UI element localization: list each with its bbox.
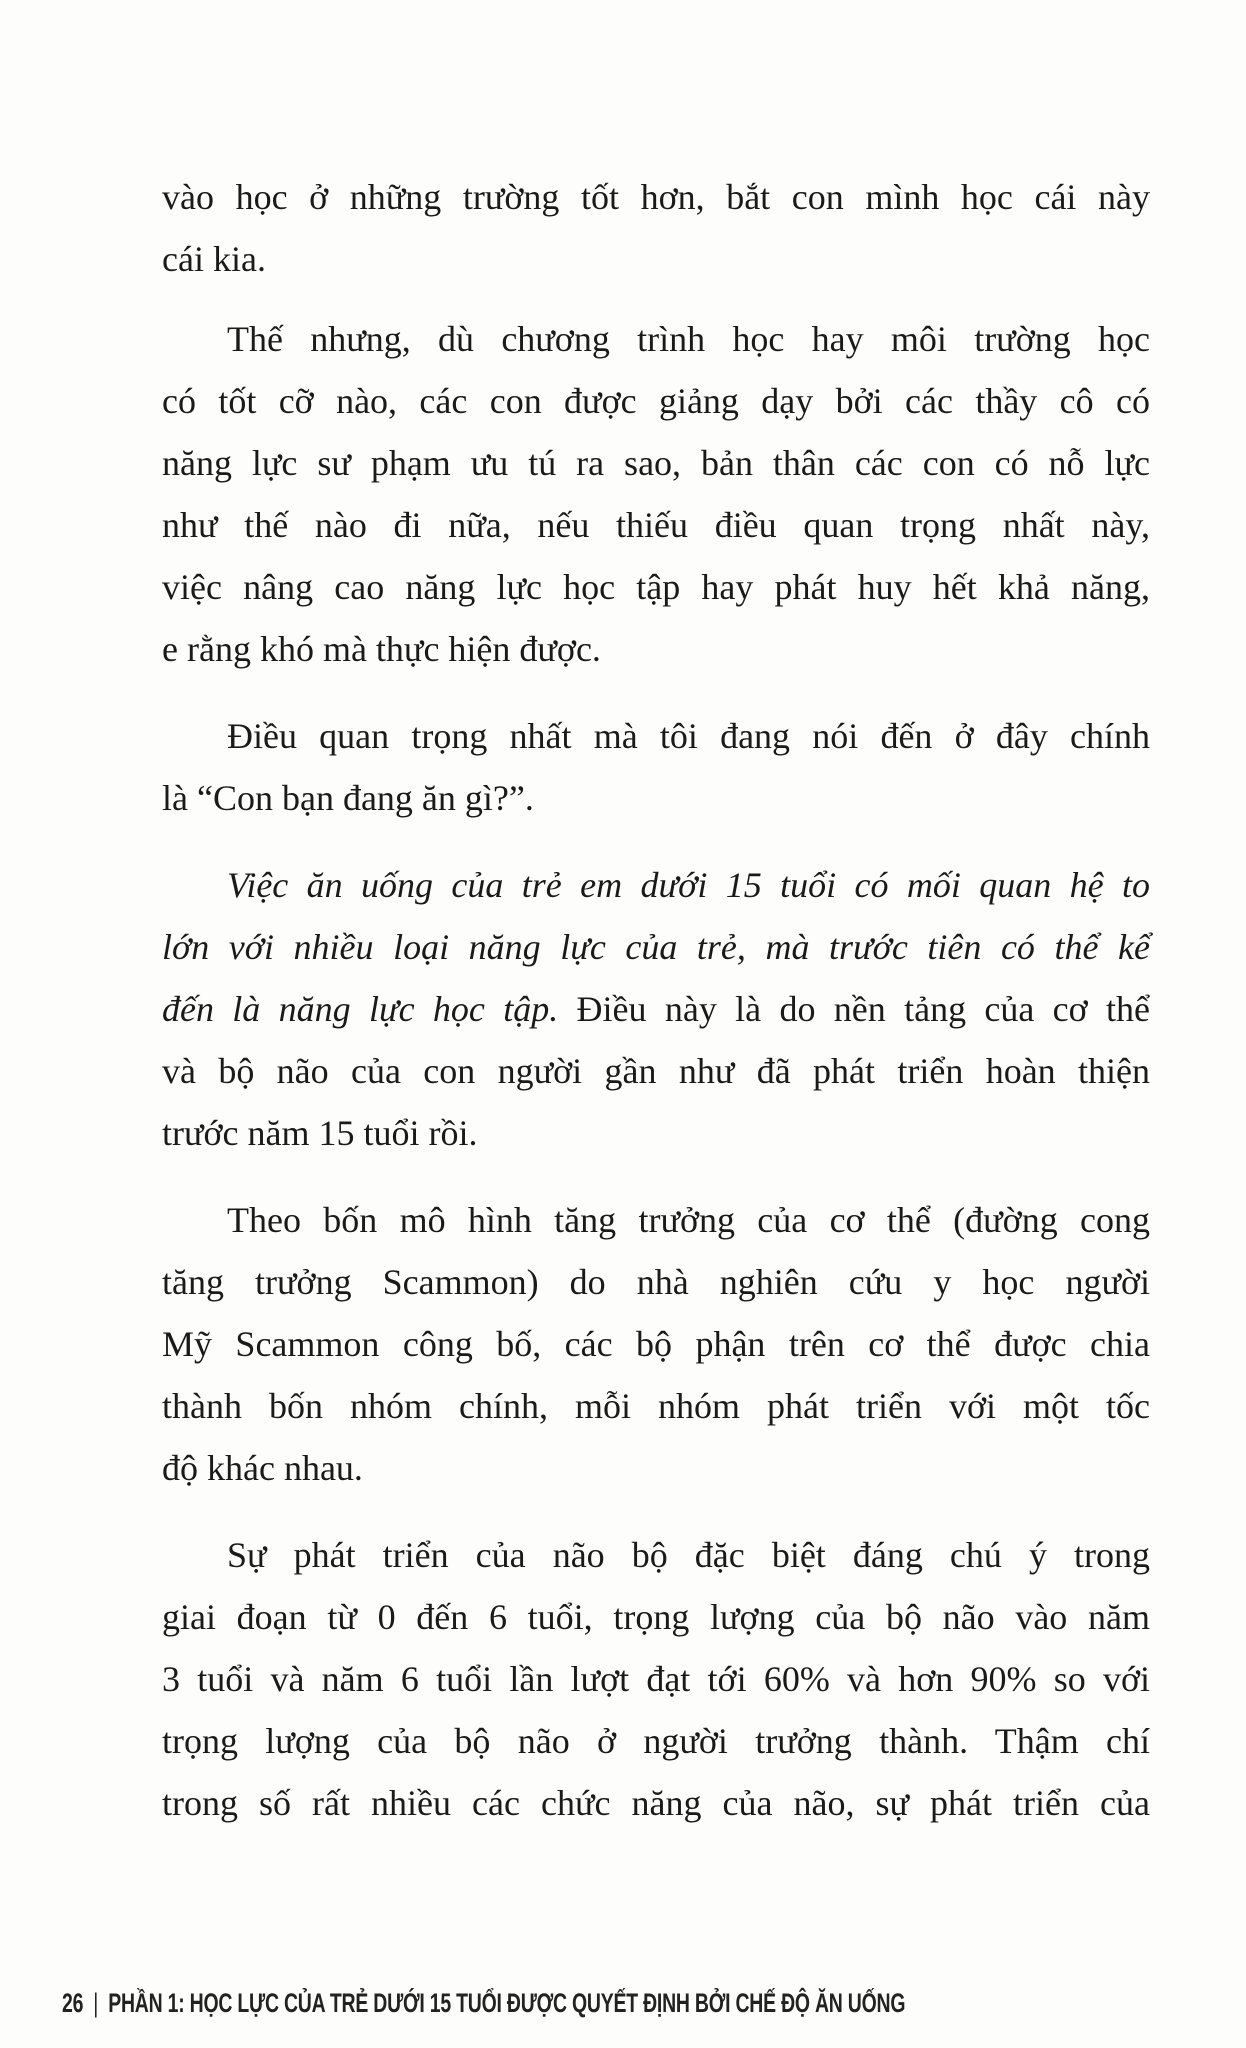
text-line [162,1313,1150,1375]
text-line [162,432,1150,494]
text-segment: thành bốn nhóm chính, mỗi nhóm phát triển với một tốc [162,1386,1150,1426]
running-title: PHẦN 1: HỌC LỰC CỦA TRẺ DƯỚI 15 TUỔI ĐƯỢC QUYẾT ĐỊNH BỞI CHẾ ĐỘ ĂN UỐNG [108,1988,906,2018]
text-line [162,308,1150,370]
text-line [162,1189,1150,1251]
text-line [162,228,1150,290]
text-line [162,1375,1150,1437]
text-segment: Theo bốn mô hình tăng trưởng của cơ thể (đường cong [227,1200,1150,1240]
text-line [162,556,1150,618]
text-segment: năng lực sư phạm ưu tú ra sao, bản thân các con có nỗ lực [162,443,1150,483]
text-segment: có tốt cỡ nào, các con được giảng dạy bởi các thầy cô có [162,381,1150,421]
text-segment: vào học ở những trường tốt hơn, bắt con mình học cái này [162,177,1150,217]
paragraph [162,1524,1150,1834]
text-segment: trước năm 15 tuổi rồi. [162,1113,478,1153]
text-segment: 3 tuổi và năm 6 tuổi lần lượt đạt tới 60% và hơn 90% so với [162,1659,1150,1699]
text-segment: trong số rất nhiều các chức năng của não, sự phát triển của [162,1783,1150,1823]
text-line [162,916,1150,978]
paragraph [162,1189,1150,1499]
text-line [162,1251,1150,1313]
text-segment: là “Con bạn đang ăn gì?”. [162,778,534,818]
text-segment: như thế nào đi nữa, nếu thiếu điều quan trọng nhất này, [162,505,1150,545]
paragraph [162,166,1150,290]
text-segment: tăng trưởng Scammon) do nhà nghiên cứu y học người [162,1262,1150,1302]
text-line [162,767,1150,829]
text-segment: trọng lượng của bộ não ở người trưởng thành. Thậm chí [162,1721,1150,1761]
italic-text: đến là năng lực học tập. [162,989,559,1029]
text-line [162,494,1150,556]
italic-text: lớn với nhiều loại năng lực của trẻ, mà trước tiên có thể kể [162,927,1150,967]
text-line [162,705,1150,767]
text-segment: Điều quan trọng nhất mà tôi đang nói đến ở đây chính [227,716,1150,756]
text-line [162,1772,1150,1834]
page-footer [62,1988,905,2019]
text-line [162,854,1150,916]
text-line [162,166,1150,228]
text-line [162,618,1150,680]
text-line [162,1710,1150,1772]
text-segment: Điều này là do nền tảng của cơ thể [558,989,1151,1029]
text-segment: giai đoạn từ 0 đến 6 tuổi, trọng lượng của bộ não vào năm [162,1597,1150,1637]
text-line [162,1524,1150,1586]
text-segment: độ khác nhau. [162,1448,363,1488]
text-line [162,1648,1150,1710]
text-segment: e rằng khó mà thực hiện được. [162,629,601,669]
paragraph [162,705,1150,829]
text-segment: Sự phát triển của não bộ đặc biệt đáng chú ý trong [227,1535,1150,1575]
page-number: 26 [62,1988,84,2018]
text-line [162,1586,1150,1648]
italic-text: Việc ăn uống của trẻ em dưới 15 tuổi có mối quan hệ to [227,865,1150,905]
text-segment: Thế nhưng, dù chương trình học hay môi trường học [227,319,1150,359]
text-segment: việc nâng cao năng lực học tập hay phát huy hết khả năng, [162,567,1150,607]
text-line [162,1102,1150,1164]
paragraph [162,854,1150,1164]
text-line [162,978,1150,1040]
text-segment: cái kia. [162,239,266,279]
text-line [162,370,1150,432]
text-segment: Mỹ Scammon công bố, các bộ phận trên cơ thể được chia [162,1324,1150,1364]
text-line [162,1437,1150,1499]
paragraph [162,308,1150,680]
body-text [162,166,1150,1834]
text-line [162,1040,1150,1102]
text-segment: và bộ não của con người gần như đã phát triển hoàn thiện [162,1051,1150,1091]
footer-separator: | [93,1988,99,2018]
